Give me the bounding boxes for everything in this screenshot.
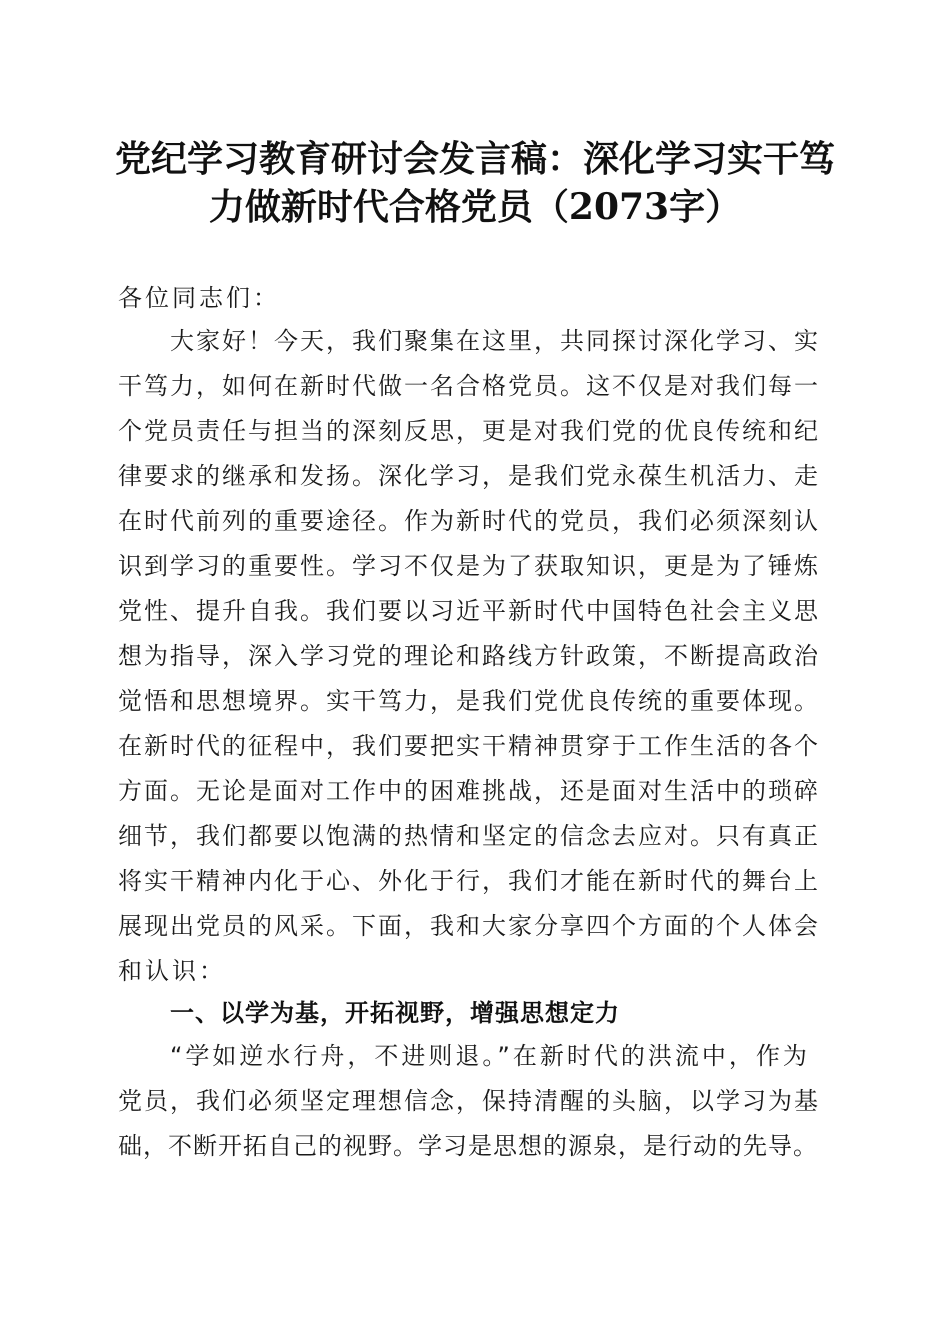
intro-line: 在时代前列的重要途径。作为新时代的党员，我们必须深刻认 bbox=[118, 507, 820, 535]
intro-line: 识到学习的重要性。学习不仅是为了获取知识，更是为了锤炼 bbox=[118, 552, 820, 580]
document-title-line-1: 党纪学习教育研讨会发言稿：深化学习实干笃 bbox=[114, 138, 835, 180]
intro-line: 展现出党员的风采。下面，我和大家分享四个方面的个人体会 bbox=[118, 912, 820, 940]
intro-line: 个党员责任与担当的深刻反思，更是对我们党的优良传统和纪 bbox=[118, 417, 820, 445]
intro-line: 想为指导，深入学习党的理论和路线方针政策，不断提高政治 bbox=[118, 642, 820, 670]
intro-line: 大家好！今天，我们聚集在这里，共同探讨深化学习、实 bbox=[170, 327, 820, 355]
salutation: 各位同志们： bbox=[118, 284, 280, 312]
intro-line: 干笃力，如何在新时代做一名合格党员。这不仅是对我们每一 bbox=[118, 372, 820, 400]
section-1-line: “学如逆水行舟，不进则退。”在新时代的洪流中，作为 bbox=[170, 1042, 810, 1070]
section-1-line: 础，不断开拓自己的视野。学习是思想的源泉，是行动的先导。 bbox=[118, 1132, 818, 1160]
section-1-heading: 一、以学为基，开拓视野，增强思想定力 bbox=[170, 999, 620, 1027]
intro-line: 细节，我们都要以饱满的热情和坚定的信念去应对。只有真正 bbox=[118, 822, 820, 850]
intro-line: 党性、提升自我。我们要以习近平新时代中国特色社会主义思 bbox=[118, 597, 820, 625]
intro-line: 在新时代的征程中，我们要把实干精神贯穿于工作生活的各个 bbox=[118, 732, 820, 760]
intro-line: 和认识： bbox=[118, 957, 226, 985]
intro-line: 将实干精神内化于心、外化于行，我们才能在新时代的舞台上 bbox=[118, 867, 820, 895]
intro-line: 方面。无论是面对工作中的困难挑战，还是面对生活中的琐碎 bbox=[118, 777, 820, 805]
intro-line: 觉悟和思想境界。实干笃力，是我们党优良传统的重要体现。 bbox=[118, 687, 820, 715]
section-1-line: 党员，我们必须坚定理想信念，保持清醒的头脑，以学习为基 bbox=[118, 1087, 820, 1115]
intro-line: 律要求的继承和发扬。深化学习，是我们党永葆生机活力、走 bbox=[118, 462, 820, 490]
document-title-line-2: 力做新时代合格党员（2073字） bbox=[208, 186, 742, 228]
